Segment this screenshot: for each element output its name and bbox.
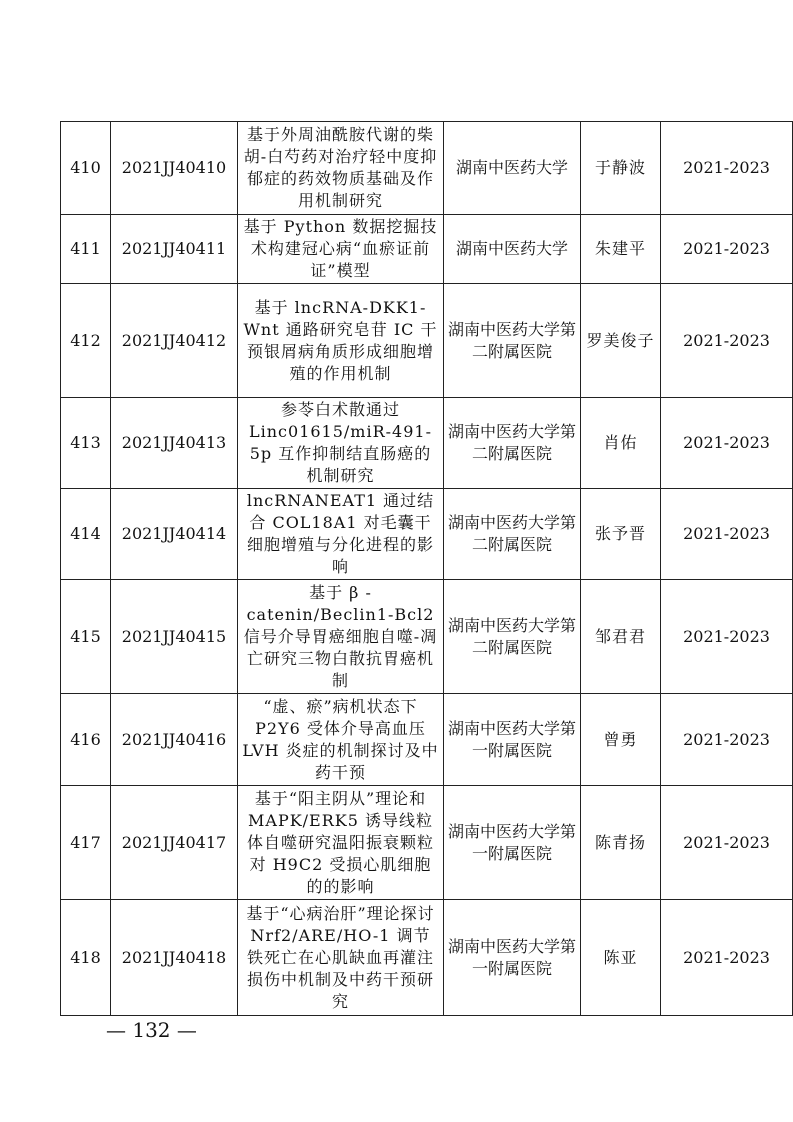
project-period: 2021-2023	[661, 489, 793, 580]
table-row	[61, 489, 793, 580]
project-code: 2021JJ40410	[111, 122, 238, 215]
principal-investigator: 邹君君	[581, 580, 661, 694]
table-row	[61, 580, 793, 694]
project-code: 2021JJ40415	[111, 580, 238, 694]
project-title: 基于 β -catenin/Beclin1-Bcl2 信号介导胃癌细胞自噬-凋亡研究三物白散抗胃癌机制	[238, 580, 444, 694]
table-row	[61, 215, 793, 284]
institution: 湖南中医药大学第一附属医院	[444, 786, 581, 900]
principal-investigator: 朱建平	[581, 215, 661, 284]
project-title: 基于外周油酰胺代谢的柴胡-白芍药对治疗轻中度抑郁症的药效物质基础及作用机制研究	[238, 122, 444, 215]
institution: 湖南中医药大学第二附属医院	[444, 398, 581, 489]
project-table	[60, 121, 793, 1016]
project-title: 基于“阳主阴从”理论和 MAPK/ERK5 诱导线粒体自噬研究温阳振衰颗粒对 H9C2 受损心肌细胞的的影响	[238, 786, 444, 900]
institution: 湖南中医药大学第一附属医院	[444, 900, 581, 1016]
row-number: 413	[61, 398, 111, 489]
row-number: 412	[61, 284, 111, 398]
row-number: 418	[61, 900, 111, 1016]
project-code: 2021JJ40418	[111, 900, 238, 1016]
institution: 湖南中医药大学第二附属医院	[444, 580, 581, 694]
project-period: 2021-2023	[661, 122, 793, 215]
project-code: 2021JJ40412	[111, 284, 238, 398]
institution: 湖南中医药大学第一附属医院	[444, 694, 581, 786]
row-number: 417	[61, 786, 111, 900]
project-code: 2021JJ40414	[111, 489, 238, 580]
project-title: 基于 Python 数据挖掘技术构建冠心病“血瘀证前证”模型	[238, 215, 444, 284]
row-number: 415	[61, 580, 111, 694]
table-row	[61, 398, 793, 489]
project-code: 2021JJ40411	[111, 215, 238, 284]
principal-investigator: 张予晋	[581, 489, 661, 580]
project-title: “虚、瘀”病机状态下 P2Y6 受体介导高血压 LVH 炎症的机制探讨及中药干预	[238, 694, 444, 786]
row-number: 414	[61, 489, 111, 580]
project-title: 参苓白术散通过 Linc01615/miR-491-5p 互作抑制结直肠癌的机制研究	[238, 398, 444, 489]
table-row	[61, 284, 793, 398]
institution: 湖南中医药大学	[444, 215, 581, 284]
row-number: 416	[61, 694, 111, 786]
table-row	[61, 786, 793, 900]
principal-investigator: 于静波	[581, 122, 661, 215]
table-row	[61, 122, 793, 215]
project-title: 基于 lncRNA-DKK1-Wnt 通路研究皂苷 IC 干预银屑病角质形成细胞增殖的作用机制	[238, 284, 444, 398]
institution: 湖南中医药大学第二附属医院	[444, 284, 581, 398]
table-row	[61, 694, 793, 786]
project-period: 2021-2023	[661, 215, 793, 284]
principal-investigator: 罗美俊子	[581, 284, 661, 398]
principal-investigator: 肖佑	[581, 398, 661, 489]
project-title: lncRNANEAT1 通过结合 COL18A1 对毛囊干细胞增殖与分化进程的影响	[238, 489, 444, 580]
project-code: 2021JJ40413	[111, 398, 238, 489]
institution: 湖南中医药大学第二附属医院	[444, 489, 581, 580]
project-period: 2021-2023	[661, 694, 793, 786]
project-code: 2021JJ40417	[111, 786, 238, 900]
project-period: 2021-2023	[661, 900, 793, 1016]
principal-investigator: 陈青扬	[581, 786, 661, 900]
project-period: 2021-2023	[661, 398, 793, 489]
project-period: 2021-2023	[661, 580, 793, 694]
project-table-body	[61, 122, 793, 1016]
project-period: 2021-2023	[661, 284, 793, 398]
project-code: 2021JJ40416	[111, 694, 238, 786]
project-period: 2021-2023	[661, 786, 793, 900]
project-title: 基于“心病治肝”理论探讨 Nrf2/ARE/HO-1 调节铁死亡在心肌缺血再灌注损伤中机制及中药干预研究	[238, 900, 444, 1016]
table-row	[61, 900, 793, 1016]
principal-investigator: 陈亚	[581, 900, 661, 1016]
row-number: 410	[61, 122, 111, 215]
institution: 湖南中医药大学	[444, 122, 581, 215]
page-number: — 132 —	[106, 1018, 197, 1042]
principal-investigator: 曾勇	[581, 694, 661, 786]
row-number: 411	[61, 215, 111, 284]
